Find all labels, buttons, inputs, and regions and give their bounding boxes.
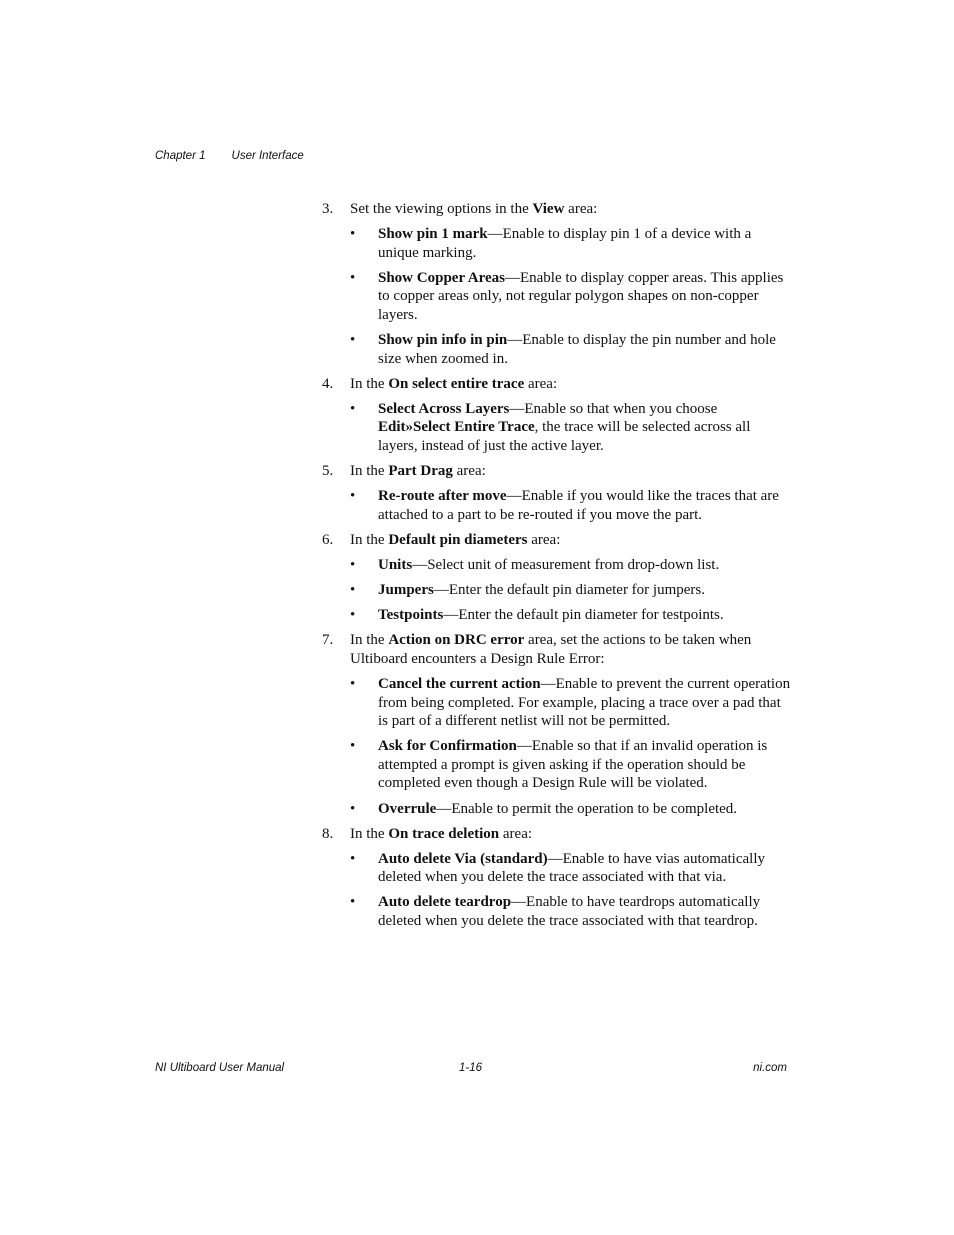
list-item: • Select Across Layers—Enable so that when you choose Edit»Select Entire Trace, the trace will be selected across all layers, instead of just the active layer. — [350, 400, 751, 455]
step-number: 5. — [322, 463, 334, 480]
bullet-icon: • — [350, 675, 356, 692]
bullet-icon: • — [350, 850, 356, 867]
step-number: 7. — [322, 632, 334, 649]
list-item: • Auto delete teardrop—Enable to have teardrops automatically deleted when you delete the trace associated with that teardrop. — [350, 894, 761, 929]
list-item: • Show pin 1 mark—Enable to display pin 1 of a device with a unique marking. — [350, 226, 752, 261]
bullet-icon: • — [350, 400, 356, 417]
bullet-icon: • — [350, 557, 356, 573]
footer-website: ni.com — [753, 1062, 787, 1074]
bullet-list — [350, 850, 792, 931]
list-item: • Units—Select unit of measurement from drop-down list. — [350, 557, 720, 573]
bullet-icon: • — [350, 800, 356, 817]
bullet-icon: • — [350, 894, 356, 911]
list-item: • Show Copper Areas—Enable to display copper areas. This applies to copper areas only, not regular polygon shapes on non-copper layers. — [350, 269, 784, 323]
step-4 — [322, 375, 792, 394]
list-item: • Ask for Confirmation—Enable so that if an invalid operation is attempted a prompt is given asking if the operation should be completed even though a Design Rule will be violated. — [350, 738, 768, 792]
step-3 — [322, 200, 792, 219]
step-6 — [322, 531, 792, 550]
bullet-list — [350, 675, 792, 818]
bullet-icon: • — [350, 226, 356, 243]
header-section: User Interface — [231, 150, 304, 162]
bullet-list — [350, 487, 792, 524]
list-item: • Auto delete Via (standard)—Enable to have vias automatically deleted when you delete the trace associated with that via. — [350, 850, 766, 886]
list-item: • Overrule—Enable to permit the operation to be completed. — [350, 800, 738, 817]
list-item: • Jumpers—Enter the default pin diameter for jumpers. — [350, 582, 706, 599]
step-intro: In the Part Drag area: — [350, 463, 486, 480]
page-number: 1-16 — [459, 1062, 483, 1074]
bullet-list — [350, 225, 792, 368]
bullet-icon: • — [350, 738, 356, 755]
bullet-icon: • — [350, 582, 356, 599]
header-chapter: Chapter 1 — [155, 150, 206, 162]
bullet-list — [350, 400, 792, 456]
step-intro: In the On trace deletion area: — [350, 825, 533, 842]
list-item: • Show pin info in pin—Enable to display the pin number and hole size when zoomed in. — [350, 332, 776, 367]
step-number: 3. — [322, 201, 334, 217]
running-header — [155, 150, 304, 162]
bullet-icon: • — [350, 488, 356, 505]
bullet-icon: • — [350, 269, 356, 286]
step-intro: In the On select entire trace area: — [350, 375, 558, 392]
bullet-list — [350, 556, 792, 625]
step-number: 6. — [322, 531, 334, 548]
page-body — [322, 200, 792, 937]
list-item: • Re-route after move—Enable if you would like the traces that are attached to a part to be re-routed if you move the part. — [350, 488, 779, 523]
bullet-icon: • — [350, 332, 356, 349]
step-number: 8. — [322, 825, 334, 842]
list-item: • Cancel the current action—Enable to prevent the current operation from being completed. For example, placing a trace over a pad that is part of a different netlist will not be permitted. — [350, 675, 791, 730]
step-8 — [322, 825, 792, 844]
step-5 — [322, 462, 792, 481]
step-7 — [322, 631, 792, 668]
step-intro: In the Action on DRC error area, set the actions to be taken when Ultiboard encounters a Design Rule Error: — [350, 632, 752, 667]
step-number: 4. — [322, 375, 334, 392]
footer-manual-title: NI Ultiboard User Manual — [155, 1062, 285, 1074]
step-intro: Set the viewing options in the View area: — [350, 201, 598, 217]
step-intro: In the Default pin diameters area: — [350, 531, 561, 548]
bullet-icon: • — [350, 607, 356, 624]
list-item: • Testpoints—Enter the default pin diameter for testpoints. — [350, 607, 724, 624]
